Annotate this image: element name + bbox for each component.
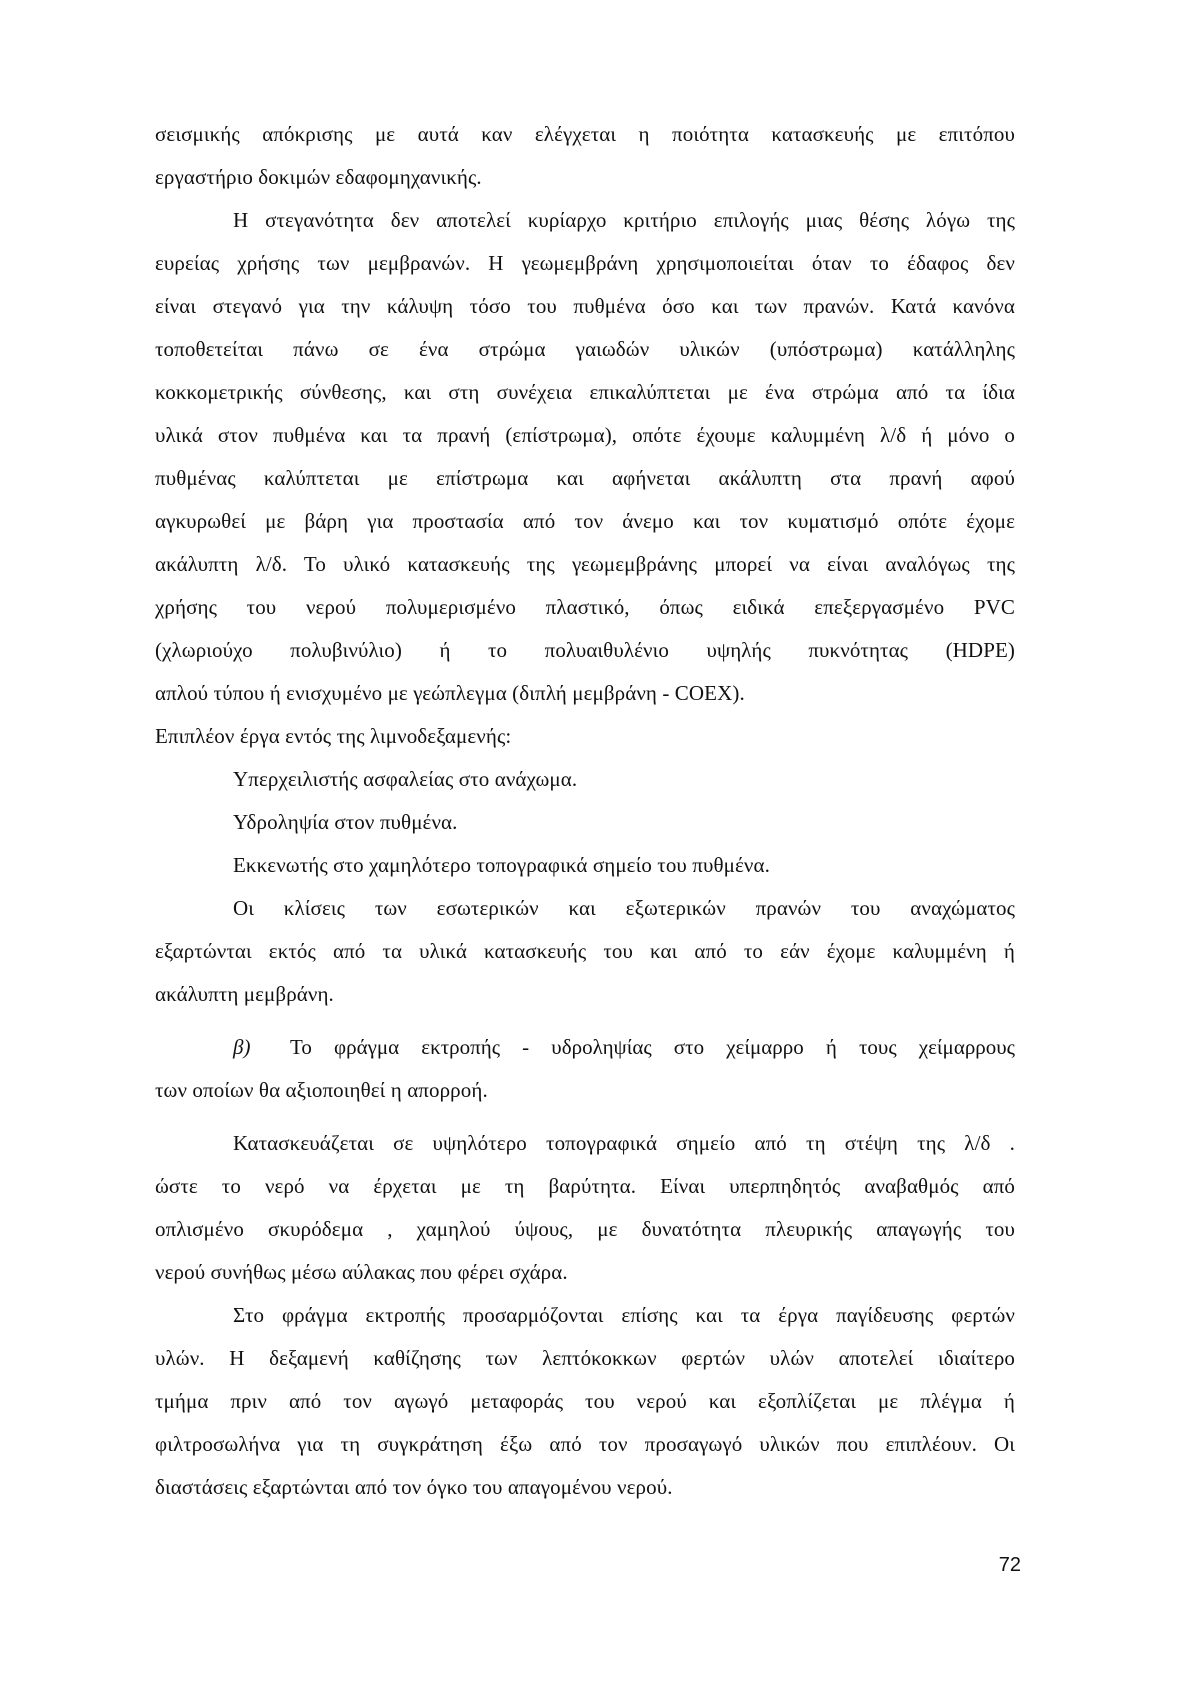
text-line: των οποίων θα αξιοποιηθεί η απορροή. xyxy=(155,1078,488,1102)
text-line: τμήμα πριν από τον αγωγό μεταφοράς του νερού και εξοπλίζεται με πλέγμα ή xyxy=(155,1389,1015,1413)
text-line: χρήσης του νερού πολυμερισμένο πλαστικό, όπως ειδικά επεξεργασμένο PVC xyxy=(155,595,1015,619)
text-line: Κατασκευάζεται σε υψηλότερο τοπογραφικά σημείο από τη στέψη της λ/δ . xyxy=(233,1131,1015,1155)
text-line: αγκυρωθεί με βάρη για προστασία από τον άνεμο και τον κυματισμό οπότε έχομε xyxy=(155,509,1015,533)
text-line: (χλωριούχο πολυβινύλιο) ή το πολυαιθυλένιο υψηλής πυκνότητας (HDPE) xyxy=(155,638,1015,662)
text-line: φιλτροσωλήνα για τη συγκράτηση έξω από τον προσαγωγό υλικών που επιπλέουν. Οι xyxy=(155,1432,1015,1456)
text-line: απλού τύπου ή ενισχυμένο με γεώπλεγμα (διπλή μεμβράνη - COEX). xyxy=(155,681,745,705)
subsection-title: Το φράγμα εκτροπής - υδροληψίας στο χείμαρρο ή τους χείμαρρους xyxy=(290,1035,1015,1059)
text-line: εξαρτώνται εκτός από τα υλικά κατασκευής του και από το εάν έχομε καλυμμένη ή xyxy=(155,939,1015,963)
text-line: ώστε το νερό να έρχεται με τη βαρύτητα. Είναι υπερπηδητός αναβαθμός από xyxy=(155,1174,1015,1198)
text-line: διαστάσεις εξαρτώνται από τον όγκο του απαγομένου νερού. xyxy=(155,1475,673,1499)
text-line: είναι στεγανό για την κάλυψη τόσο του πυθμένα όσο και των πρανών. Κατά κανόνα xyxy=(155,294,1015,318)
text-line: κοκκομετρικής σύνθεσης, και στη συνέχεια επικαλύπτεται με ένα στρώμα από τα ίδια xyxy=(155,380,1015,404)
text-line: νερού συνήθως μέσω αύλακας που φέρει σχάρα. xyxy=(155,1260,568,1284)
text-line: πυθμένας καλύπτεται με επίστρωμα και αφήνεται ακάλυπτη στα πρανή αφού xyxy=(155,466,1015,490)
text-line: ακάλυπτη μεμβράνη. xyxy=(155,982,334,1006)
text-line: ακάλυπτη λ/δ. Το υλικό κατασκευής της γεωμεμβράνης μπορεί να είναι αναλόγως της xyxy=(155,552,1015,576)
text-line: υλών. Η δεξαμενή καθίζησης των λεπτόκοκκων φερτών υλών αποτελεί ιδιαίτερο xyxy=(155,1346,1015,1370)
list-item: Εκκενωτής στο χαμηλότερο τοπογραφικά σημείο του πυθμένα. xyxy=(233,853,770,877)
text-line: υλικά στον πυθμένα και τα πρανή (επίστρωμα), οπότε έχουμε καλυμμένη λ/δ ή μόνο ο xyxy=(155,423,1015,447)
text-line: τοποθετείται πάνω σε ένα στρώμα γαιωδών υλικών (υπόστρωμα) κατάλληλης xyxy=(155,337,1015,361)
text-line: Στο φράγμα εκτροπής προσαρμόζονται επίσης και τα έργα παγίδευσης φερτών xyxy=(233,1303,1015,1327)
text-line: Η στεγανότητα δεν αποτελεί κυρίαρχο κριτήριο επιλογής μιας θέσης λόγω της xyxy=(233,208,1015,232)
text-line: ευρείας χρήσης των μεμβρανών. Η γεωμεμβράνη χρησιμοποιείται όταν το έδαφος δεν xyxy=(155,251,1015,275)
text-line: εργαστήριο δοκιμών εδαφομηχανικής. xyxy=(155,165,482,189)
list-item: Υδροληψία στον πυθμένα. xyxy=(233,810,458,834)
list-item: Υπερχειλιστής ασφαλείας στο ανάχωμα. xyxy=(233,767,578,791)
text-line: σεισμικής απόκρισης με αυτά καν ελέγχεται η ποιότητα κατασκευής με επιτόπου xyxy=(155,122,1015,146)
page-number: 72 xyxy=(998,1554,1021,1576)
section-heading: Επιπλέον έργα εντός της λιμνοδεξαμενής: xyxy=(155,724,512,748)
text-line: Οι κλίσεις των εσωτερικών και εξωτερικών πρανών του αναχώματος xyxy=(233,896,1015,920)
text-line: οπλισμένο σκυρόδεμα , χαμηλού ύψους, με δυνατότητα πλευρικής απαγωγής του xyxy=(155,1217,1015,1241)
subsection-label: β) xyxy=(233,1035,251,1059)
